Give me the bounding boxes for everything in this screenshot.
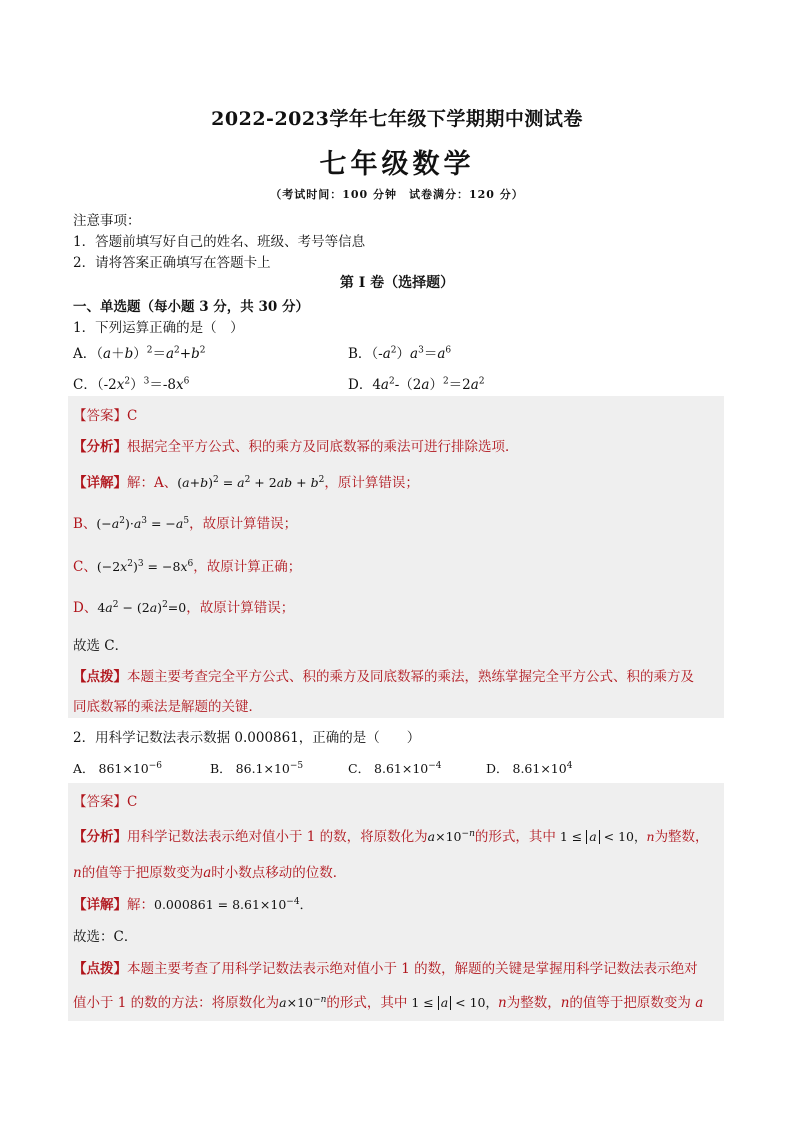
notes-item-1: 1．答题前填写好自己的姓名、班级、考号等信息 (73, 234, 366, 250)
q1-comment-text1: 本题主要考查完全平方公式、积的乘方及同底数幂的乘法，熟练掌握完全平方公式、积的乘方及 (127, 669, 694, 685)
q1-analysis (73, 435, 519, 455)
q1-option-b: B．$(-a^2)a^3=a^6$ (348, 345, 452, 362)
q1-detail-intro: 解：A、 (127, 475, 178, 491)
q1-comment-tag: 【点拨】 (73, 669, 127, 685)
exam-title: 2022-2023学年七年级下学期期中测试卷 (211, 108, 583, 130)
q2-analysis-part1: 用科学记数法表示绝对值小于 1 的数，将原数化为 (127, 829, 428, 845)
q2-comment-line2a: 值小于 1 的数的方法：将原数化为 (73, 995, 280, 1011)
q1-detail-b: B、$(-a^2)\cdot a^3 = -a^5$，故原计算错误； (73, 515, 298, 532)
q1-detail-c: C、$(-2x^2)^3 = -8x^6$，故原计算正确； (73, 558, 302, 575)
q2-option-a: A． $861\times 10^{-6}$ (73, 760, 163, 776)
part-title: 第 I 卷（选择题） (339, 275, 455, 291)
q2-comment-line2d: 的值等于把原数变为 (569, 995, 691, 1011)
q2-analysis-tag: 【分析】 (73, 829, 127, 845)
q2-analysis-line1 (73, 825, 709, 845)
q2-analysis-part3: 为整数， (654, 829, 709, 845)
q1-comment-line2: 同底数幂的乘法是解题的关键． (73, 699, 262, 715)
q1-detail-d-result: ，故原计算错误； (186, 600, 295, 616)
q2-math-detail: $0.000861 = 8.61\times 10^{-4}$ (154, 896, 300, 912)
q1-detail-b-result: ，故原计算错误； (189, 516, 298, 532)
exam-info: （考试时间：100 分钟 试卷满分：120 分） (270, 188, 524, 201)
q2-comment-line2: 值小于 1 的数的方法：将原数化为$a\times 10^{-n}$的形式，其中 1 ≤ a < 10，n为整数，n的值等于把原数变为 a (73, 994, 704, 1011)
q2-comment-tag: 【点拨】 (73, 961, 127, 977)
section-title: 一、单选题（每小题 3 分，共 30 分） (73, 299, 309, 315)
q1-option-c: C．$(-2x^2)^3=-8x^6$ (73, 376, 190, 393)
subject-title: 七年级数学 (319, 149, 475, 180)
q2-analysis-line2b: 时小数点移动的位数． (211, 865, 347, 881)
notes-item-2: 2．请将答案正确填写在答题卡上 (73, 255, 271, 271)
q2-comment-math-form: $a\times 10^{-n}$ (279, 994, 327, 1010)
q2-stem: 2．用科学记数法表示数据 0.000861，正确的是（ ） (73, 730, 421, 746)
q1-option-a: A．$(a+b)^2=a^2+b^2$ (73, 345, 206, 362)
q2-analysis-part2: 的形式，其中 (474, 829, 556, 845)
q2-math-range: 1 ≤ a < 10，n (555, 829, 655, 844)
q1-stem: 1．下列运算正确的是（ ） (73, 320, 244, 336)
q2-option-b: B． $86.1\times 10^{-5}$ (210, 760, 304, 776)
q2-answer: 【答案】C (73, 794, 138, 810)
q2-option-d: D． $8.61\times 10^4$ (486, 760, 573, 776)
q1-comment-line1 (73, 665, 694, 685)
q2-comment-text1: 本题主要考查了用科学记数法表示绝对值小于 1 的数，解题的关键是掌握用科学记数法表示绝对 (127, 961, 698, 977)
q1-detail-a-result: ，原计算错误； (324, 475, 419, 491)
q1-analysis-tag: 【分析】 (73, 439, 127, 455)
q2-math-form: $a\times 10^{-n}$ (427, 828, 475, 844)
q1-detail-d: D、$4a^2 - (2a)^2=0$，故原计算错误； (73, 599, 295, 616)
q2-comment-math-range: 1 ≤ a < 10， (407, 995, 498, 1010)
q2-analysis-line2: n的值等于把原数变为a时小数点移动的位数． (73, 865, 347, 881)
q1-math-b: $(-a^2)\cdot a^3 = -a^5$ (96, 515, 190, 531)
notes (73, 211, 365, 274)
q1-detail-a (73, 471, 419, 491)
q2-detail-tag: 【详解】 (73, 897, 127, 913)
q1-math-d: $4a^2 - (2a)^2=0$ (97, 599, 187, 615)
q2-detail-intro: 解： (127, 897, 154, 913)
q2-analysis-line2a: 的值等于把原数变为 (81, 865, 204, 881)
q1-math-a: $(a+b)^2 = a^2 + 2ab + b^2$ (177, 474, 325, 490)
q2-comment-line1 (73, 957, 698, 977)
q1-detail-tag: 【详解】 (73, 475, 127, 491)
q1-option-d: D．$4a^2-(2a)^2=2a^2$ (348, 376, 485, 393)
notes-heading: 注意事项： (73, 213, 141, 229)
q1-detail-c-result: ，故原计算正确； (193, 559, 302, 575)
q2-detail: 【详解】解：$0.000861 = 8.61\times 10^{-4}$． (73, 896, 313, 913)
q2-conclusion: 故选：C． (73, 929, 138, 945)
q2-comment-line2c: 为整数， (506, 995, 561, 1011)
q1-analysis-text: 根据完全平方公式、积的乘方及同底数幂的乘法可进行排除选项． (127, 439, 519, 455)
q1-math-c: $(-2x^2)^3 = -8x^6$ (96, 558, 194, 574)
q1-conclusion: 故选 C． (73, 638, 129, 654)
q2-option-c: C． $8.61\times 10^{-4}$ (348, 760, 442, 776)
q1-answer: 【答案】C (73, 408, 138, 424)
q2-comment-line2b: 的形式，其中 (326, 995, 408, 1011)
